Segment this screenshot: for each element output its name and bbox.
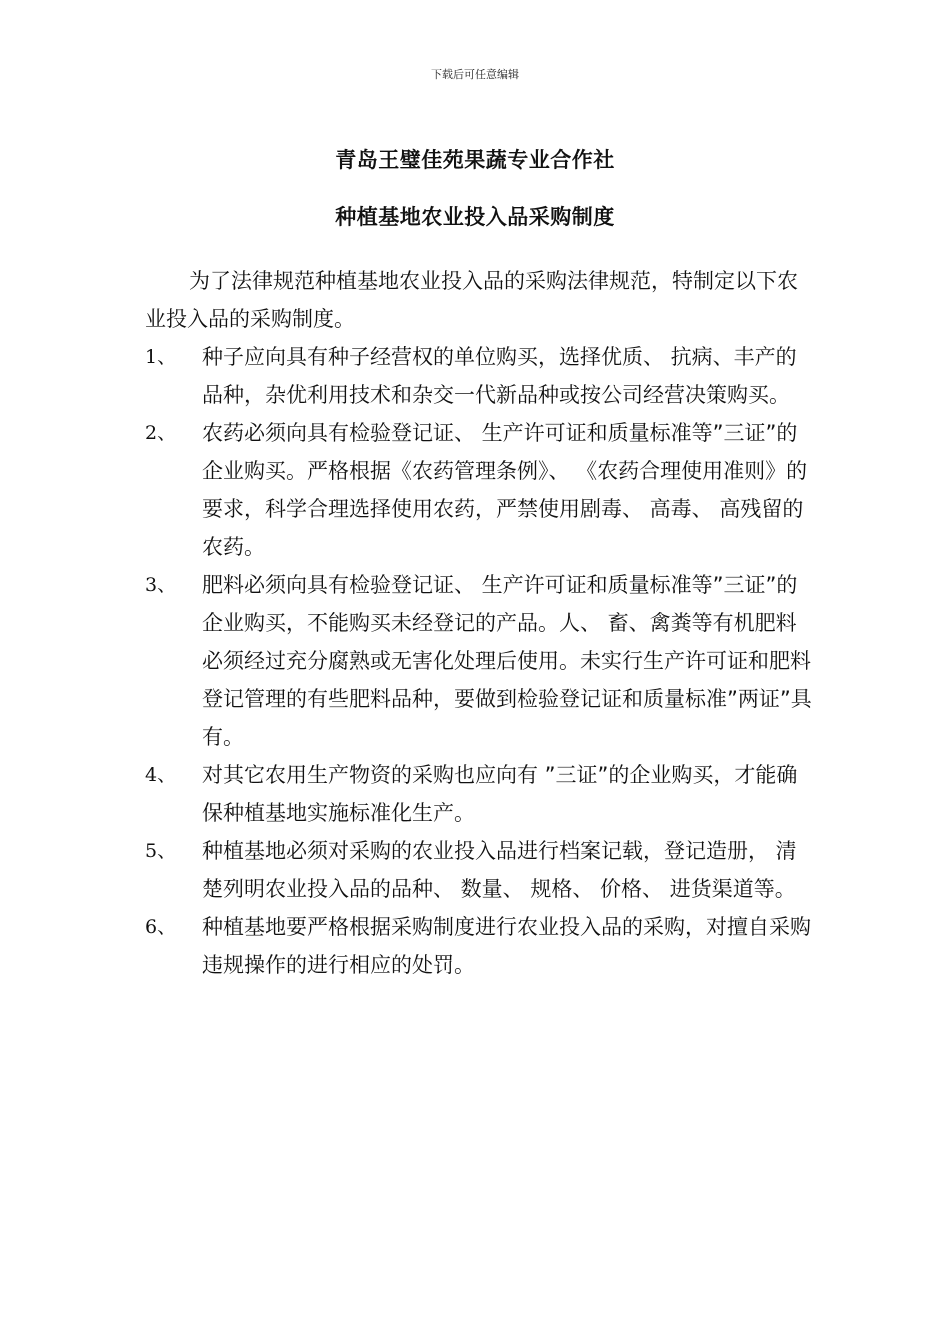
policy-item — [145, 566, 815, 756]
item-text: 肥料必须向具有检验登记证、 生产许可证和质量标准等”三证”的企业购买，不能购买未经登记的产品。人、 畜、禽粪等有机肥料必须经过充分腐熟或无害化处理后使用。未实行生产许可证和肥料登记管理的有些肥料品种，要做到检验登记证和质量标准”两证”具有。 — [202, 573, 812, 749]
item-text: 种植基地必须对采购的农业投入品进行档案记载，登记造册， 清楚列明农业投入品的品种、 数量、 规格、 价格、 进货渠道等。 — [202, 839, 797, 901]
item-text: 对其它农用生产物资的采购也应向有 ”三证”的企业购买，才能确保种植基地实施标准化生产。 — [202, 763, 798, 825]
item-text: 种植基地要严格根据采购制度进行农业投入品的采购，对擅自采购违规操作的进行相应的处罚。 — [202, 915, 811, 977]
item-number: 4、 — [145, 764, 177, 786]
intro-paragraph: 为了法律规范种植基地农业投入品的采购法律规范，特制定以下农业投入品的采购制度。 — [145, 269, 798, 331]
item-text: 种子应向具有种子经营权的单位购买，选择优质、 抗病、丰产的品种，杂优利用技术和杂交一代新品种或按公司经营决策购买。 — [202, 345, 797, 407]
item-number: 2、 — [145, 422, 177, 444]
policy-item — [145, 756, 815, 832]
policy-item — [145, 832, 815, 908]
policy-item — [145, 908, 815, 984]
policy-item — [145, 414, 815, 566]
item-text: 农药必须向具有检验登记证、 生产许可证和质量标准等”三证”的企业购买。严格根据《农药管理条例》、 《农药合理使用准则》的要求，科学合理选择使用农药，严禁使用剧毒、 高毒、 高残留的农药。 — [202, 421, 808, 559]
item-number: 1、 — [145, 346, 177, 368]
item-number: 3、 — [145, 574, 177, 596]
header-note: 下载后可任意编辑 — [431, 68, 519, 81]
document-title-policy: 种植基地农业投入品采购制度 — [335, 205, 615, 229]
item-number: 6、 — [145, 916, 177, 938]
policy-item-list — [145, 338, 815, 984]
document-title-organization: 青岛王璧佳苑果蔬专业合作社 — [335, 148, 615, 172]
policy-item — [145, 338, 815, 414]
item-number: 5、 — [145, 840, 177, 862]
